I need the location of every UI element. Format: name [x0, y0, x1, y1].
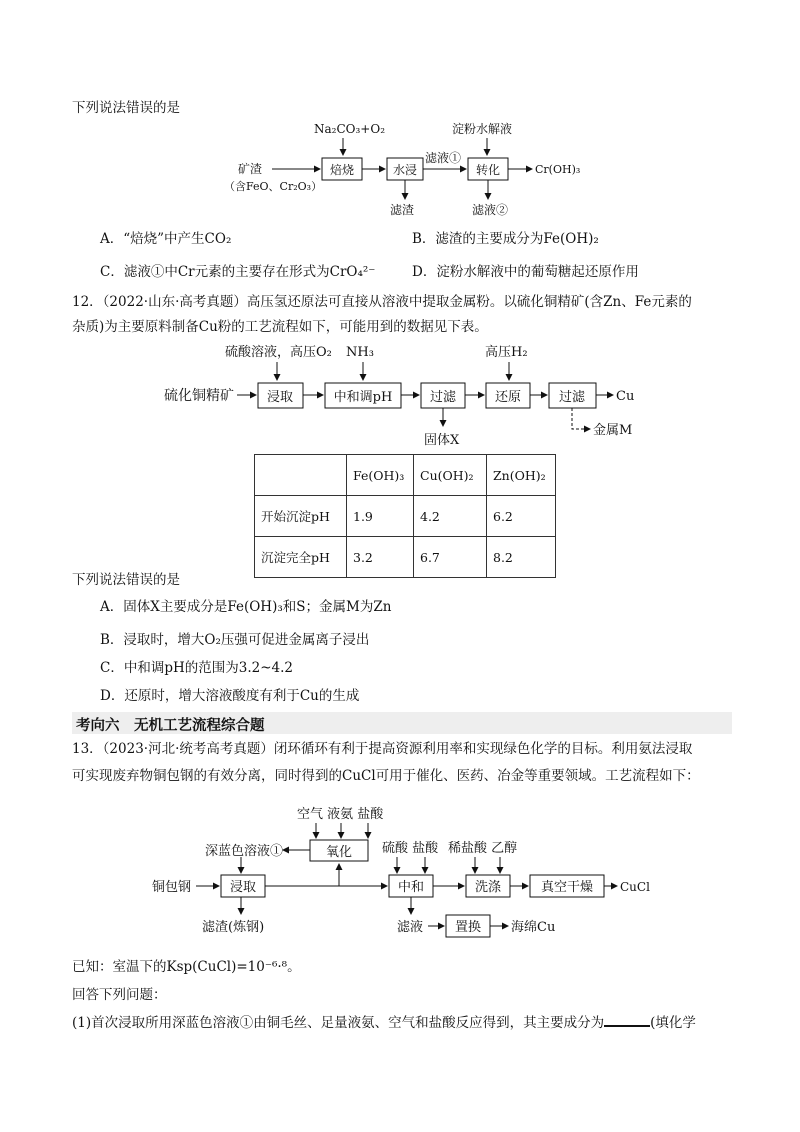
q13-flow-diagram: [152, 806, 650, 937]
q12-intro: 下列说法错误的是: [72, 572, 180, 588]
q11-filtrate2-label: 滤液②: [472, 203, 509, 217]
q13-part1-tail: (填化学: [650, 1015, 696, 1031]
q13-raw-label: 铜包钢: [152, 880, 192, 895]
table-header-cell: [255, 455, 347, 496]
q13-acids2-label: 稀盐酸 乙醇: [448, 841, 518, 856]
q11-starch-label: 淀粉水解液: [452, 122, 513, 136]
section-heading: [72, 712, 732, 734]
q13-box-replace-label: 置换: [454, 920, 482, 935]
q11-option-b[interactable]: B．滤渣的主要成分为Fe(OH)₂: [412, 231, 599, 247]
q12-box-ph-label: 中和调pH: [333, 390, 393, 405]
q13-product-label: CuCl: [620, 880, 650, 894]
table-header-cell: Fe(OH)₃: [347, 455, 414, 496]
q11-box-roast-label: 焙烧: [329, 163, 355, 177]
q13-box-neutralize-label: 中和: [397, 880, 425, 895]
table-cell: 8.2: [487, 537, 556, 578]
q11-option-d[interactable]: D．淀粉水解液中的葡萄糖起还原作用: [412, 264, 639, 280]
q12-box-filter1-label: 过滤: [429, 390, 457, 405]
q13-box-wash-label: 洗涤: [474, 880, 502, 895]
table-cell: 1.9: [347, 496, 414, 537]
q12-option-a[interactable]: A．固体X主要成分是Fe(OH)₃和S；金属M为Zn: [100, 599, 392, 615]
q12-product-label: Cu: [616, 389, 635, 404]
q13-part1: [72, 1012, 696, 1032]
table-cell: 沉淀完全pH: [255, 537, 347, 578]
q11-intro: 下列说法错误的是: [72, 100, 180, 116]
q13-stem-line1: 13．（2023·河北·统考高考真题）闭环循环有利于提高资源利用率和实现绿色化学的目标。利用氨法浸取: [72, 741, 693, 757]
q12-stem-line1: 12．（2022·山东·高考真题）高压氢还原法可直接从溶液中提取金属粉。以硫化铜精矿(含Zn、Fe元素的: [72, 294, 692, 310]
table-cell: 3.2: [347, 537, 414, 578]
table-header-cell: Zn(OH)₂: [487, 455, 556, 496]
q13-box-oxidize-label: 氧化: [325, 845, 353, 860]
section-title: 考向六 无机工艺流程综合题: [76, 718, 265, 734]
q12-box-filter2-label: 过滤: [558, 390, 586, 405]
q11-box-convert-label: 转化: [475, 163, 501, 177]
q11-residue-label: 滤渣: [390, 203, 415, 217]
q13-slag-label: 滤渣(炼钢): [202, 920, 265, 935]
q13-acids1-label: 硫酸 盐酸: [382, 841, 439, 856]
q11-raw-label: 矿渣: [238, 162, 263, 176]
q12-metal-label: 金属M: [593, 423, 633, 438]
q13-answer-prompt: 回答下列问题：: [72, 987, 167, 1003]
q11-option-a[interactable]: A．“焙烧”中产生CO₂: [100, 231, 232, 247]
q12-box-leach-label: 浸取: [266, 390, 294, 405]
q12-ph-table: [254, 454, 556, 578]
table-header-cell: Cu(OH)₂: [414, 455, 487, 496]
q13-known: 已知：室温下的Ksp(CuCl)=10⁻⁶·⁸。: [72, 959, 301, 975]
q11-box-leach-label: 水浸: [392, 163, 418, 177]
q12-solid-label: 固体X: [424, 433, 460, 448]
q13-reagents-top-label: 空气 液氨 盐酸: [297, 807, 384, 822]
q13-box-leach-label: 浸取: [229, 880, 257, 895]
table-cell: 开始沉淀pH: [255, 496, 347, 537]
table-cell: 6.7: [414, 537, 487, 578]
q11-reagent-label: Na₂CO₃+O₂: [314, 122, 385, 136]
q12-reagent2-label: NH₃: [346, 345, 374, 360]
answer-blank[interactable]: [604, 1012, 650, 1027]
q12-option-b[interactable]: B．浸取时，增大O₂压强可促进金属离子浸出: [100, 632, 370, 648]
table-row: [255, 537, 556, 578]
q13-part1-text: (1)首次浸取所用深蓝色溶液①由铜毛丝、足量液氨、空气和盐酸反应得到，其主要成分为: [72, 1015, 605, 1031]
q12-option-c[interactable]: C．中和调pH的范围为3.2~4.2: [100, 660, 293, 676]
q12-raw-label: 硫化铜精矿: [164, 388, 234, 404]
q12-reagent3-label: 高压H₂: [485, 345, 528, 360]
q13-filtrate-label: 滤液: [397, 920, 424, 935]
q12-stem-line2: 杂质)为主要原料制备Cu粉的工艺流程如下，可能用到的数据见下表。: [72, 319, 488, 335]
table-cell: 6.2: [487, 496, 556, 537]
q13-box-dry-label: 真空干燥: [540, 880, 594, 895]
q12-box-reduce-label: 还原: [494, 390, 522, 405]
q12-reagent1-label: 硫酸溶液，高压O₂: [225, 345, 332, 360]
q11-product-label: Cr(OH)₃: [535, 163, 581, 176]
q11-raw-note: （含FeO、Cr₂O₃）: [224, 180, 323, 193]
q13-sponge-label: 海绵Cu: [511, 920, 556, 935]
q11-option-c[interactable]: C．滤液①中Cr元素的主要存在形式为CrO₄²⁻: [100, 264, 376, 280]
q11-filtrate1-label: 滤液①: [425, 151, 462, 165]
table-header-row: [255, 455, 556, 496]
q13-solution1-label: 深蓝色溶液①: [205, 844, 284, 859]
table-cell: 4.2: [414, 496, 487, 537]
q11-flow-diagram: [224, 121, 580, 217]
table-row: [255, 496, 556, 537]
q13-stem-line2: 可实现废弃物铜包钢的有效分离，同时得到的CuCl可用于催化、医药、冶金等重要领域。工艺流程如下：: [72, 768, 700, 784]
q12-flow-diagram: [164, 344, 634, 448]
q12-option-d[interactable]: D．还原时，增大溶液酸度有利于Cu的生成: [100, 688, 360, 704]
